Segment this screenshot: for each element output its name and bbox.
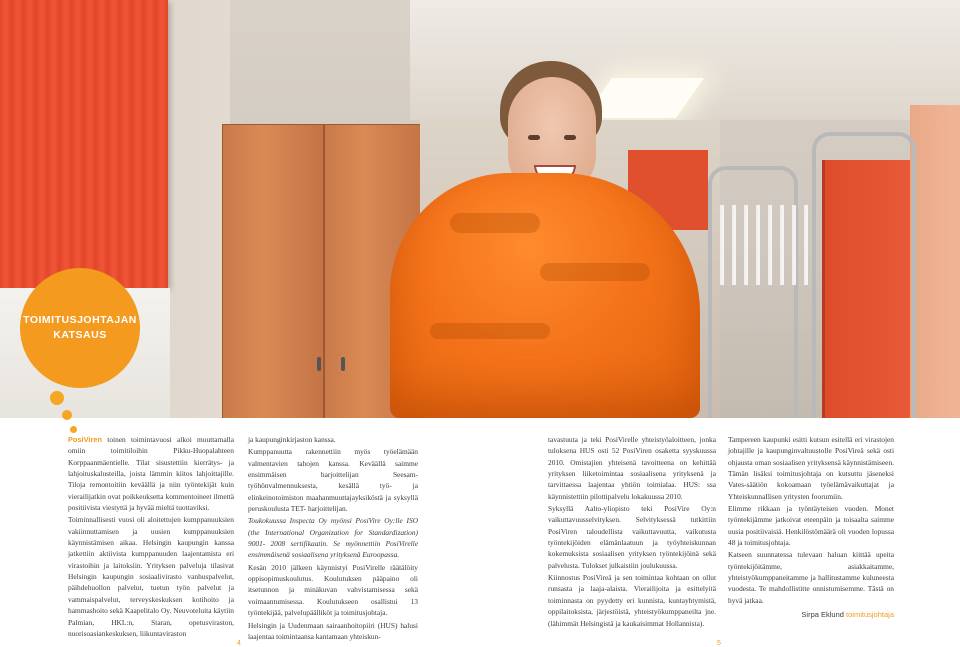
eye — [564, 135, 576, 140]
paragraph-italic: Toukokuussa Inspecta Oy myönsi PosiVire Oy:lle ISO (the International Organization for Standardization) 9001- 2008 sertifikaatin. Se myönnettiin PosiVirelle ensimmäisenä sosiaalisena yrityksenä Euroopassa. — [248, 516, 418, 560]
red-roller-blind — [0, 0, 168, 288]
clothes-rack — [812, 132, 916, 418]
paragraph — [68, 434, 234, 513]
badge-title — [23, 313, 137, 343]
shawl-fold — [430, 323, 550, 339]
paragraph-text: toinen toimintavuosi alkoi muuttamalla omiin toimitiloihin Pikku-Huopalahteen Korppaanmäentielle. Tilat sisustettiin kierrätys- ja lahjoituskalusteilla, joista lämmin kiitos lahjoittajille. Tiloja remontoitiin keväällä ja niin työntekijät kuin vierailijatkin ovat poikkeuksetta kommentoineet ilmettä positiivista viestyttä ja hyvää mieltä tuottaviksi. — [68, 435, 234, 513]
cabinet-handle — [317, 357, 321, 371]
signature-name: Sirpa Eklund — [801, 610, 844, 620]
paragraph: Kiinnostus PosiVireä ja sen toimintaa kohtaan on ollut runsasta ja laaja-alaista. Vierailijoita ja esittelyitä toiminnasta on pyydetty eri kunnista, kuntayhtymistä, oppilaitoksista, järjestöistä, yhteistyökumppaneilta jne. (lähimmät Helsingistä ja kaukaisimmat Hollannista). — [548, 573, 716, 628]
decor-dot — [50, 391, 64, 405]
paragraph: Helsingin ja Uudenmaan sairaanhoitopiiri (HUS) halusi laajentaa toimintaansa kantamaan yhteiskun- — [248, 620, 418, 641]
text-column-2 — [248, 434, 418, 643]
text-column-4 — [728, 434, 894, 621]
orange-shawl — [390, 173, 700, 418]
paragraph: Kesän 2010 jälkeen käynnistyi PosiVirelle räätälöity oppisopimuskoulutus. Koulutuksen pääpaino oli itsetunnon ja minäkuvan vahvistamisessa sekä voimaantumisessa. Koulutukseen osallistui 13 työntekijää, palvelupäälliköt ja toimitusjohtaja. — [248, 562, 418, 618]
badge-line-2: KATSAUS — [53, 329, 107, 341]
hangers — [712, 205, 812, 285]
decor-dot — [70, 426, 77, 433]
signature — [728, 609, 894, 620]
paragraph: Katseen suunnatessa tulevaan haluan kiittää upeita työntekijöitämme, asiakkaitamme, yhteistyökumppaneitamme ja hallitustamme kuluneesta vuodesta. Te mahdollistitte onnistumisemme. Tästä on hyvä jatkaa. — [728, 550, 894, 605]
page-number-right: 5 — [717, 640, 721, 647]
text-column-3 — [548, 434, 716, 630]
paragraph: Syksyllä Aalto-yliopisto teki PosiVire Oy:n vaikuttavuusselvityksen. Selvityksessä tutkittiin PosiViren taloudellista vaikuttavuutta, vaikutusta työntekijöiden elämänlaatuun ja työyhteiskunnan kokemuksista sosiaalisen yrityksen työntekijöinä sekä palvelusta. Tulokset julkaistiin joulukuussa. — [548, 504, 716, 570]
cabinet-handle — [341, 357, 345, 371]
portrait-person — [380, 55, 710, 418]
cabinet-door-left — [222, 124, 324, 418]
paragraph: tavastuuta ja teki PosiVirelle yhteistyöaloitteen, jonka tuloksena HUS osti 52 PosiViren osaketta syyskuussa 2010. Omistajien yhteisenä tavoitteena on kehittää yrityksen liiketoimintaa sosiaalisena yrityksenä ja tarvittaessa laajentaa yhtiön toimialaa. HUS: ssa käynnistettiin pilottipalvelu lokakuussa 2010. — [548, 435, 716, 501]
signature-role: toimitusjohtaja — [846, 610, 894, 620]
page-number-left: 4 — [237, 640, 241, 647]
eye — [528, 135, 540, 140]
decor-dot — [62, 410, 72, 420]
text-column-1 — [68, 434, 234, 640]
section-badge — [20, 268, 140, 388]
lead-word: PosiViren — [68, 435, 102, 444]
shawl-fold — [450, 213, 540, 233]
side-door — [910, 105, 960, 418]
clothes-rack — [708, 166, 798, 418]
paragraph: Toiminnallisesti vuosi oli aloitettujen kumppanuuksien vakiinnuttamisen ja uusien kumppanuuksien käynnistämisen aikaa. Helsingin kaupungin kanssa jatkettiin aktiivista kumppanuuden laajentamista eri virastoihin ja laitoksiin. Yrityksen palveluja tilasivat Helsingin kaupungin sosiaalivirasto vanhuspalvelut, päihdehuollon palvelut, tuetun työn palvelut ja vammaispalvelut, terveyskeskuksen kotihoito ja hammashoito sekä Kaapelitalo Oy. Neuvoteluita käytiin Palmian, HKL:n, Staran, opetusviraston, nuorisoasiankeskuksen, liikuntaviraston — [68, 515, 234, 638]
paragraph: Kumppanuutta rakennettiin myös työelämään valmentavien tahojen kanssa. Keväällä saimme ensimmäisen harjoittelijan Seesam-työhönvalmennuksesta, kesällä työ- ja elinkeinotoimiston maahanmuuttajayksiköstä ja syksyllä peruskoulusta TET- harjoittelijan. — [248, 447, 418, 514]
shawl-fold — [540, 263, 650, 281]
paragraph: ja kaupunginkirjaston kanssa. — [248, 435, 336, 444]
paragraph: Elimme rikkaan ja työntäyteisen vuoden. Monet työntekijämme jatkoivat eteenpäin ja toisaalta saimme uusia positiivaisiä. Henkilöstömäärä oli vuoden lopussa 48 ja toimitusjohtaja. — [728, 504, 894, 548]
paragraph: Tampereen kaupunki esitti kutsun esitellä eri virastojen johtajille ja kaupunginvaltuustolle PosiVireä sekä osti ohjausta oman sosiaalisen yrityksensä käynnistämiseen. Tämän lisäksi toimitusjohtaja on kutsuttu jäseneksi Vates-säätiön kokoamaan työelämävaikuttajat ja YhteiskunnaIlisen yritysten foorumiin. — [728, 435, 894, 501]
badge-line-1: TOIMITUSJOHTAJAN — [23, 314, 137, 326]
